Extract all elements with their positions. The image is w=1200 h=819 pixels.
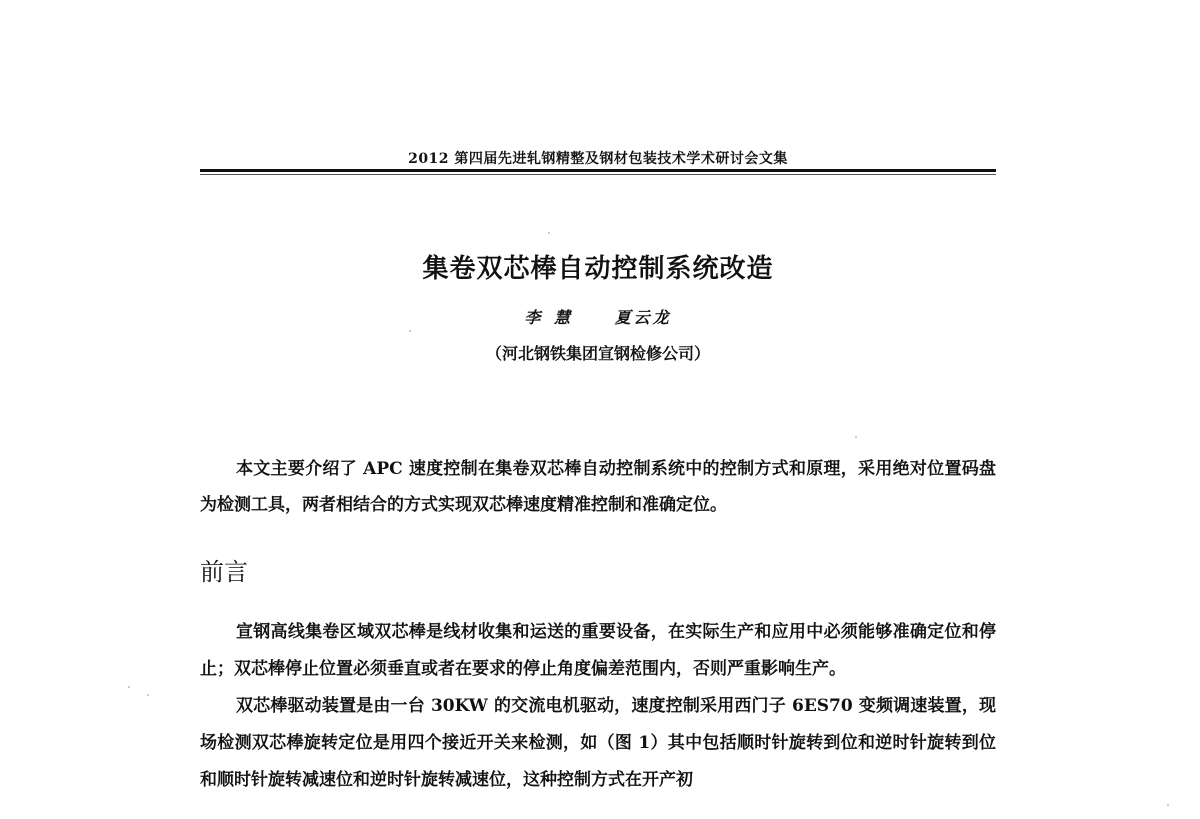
scan-speck: [147, 694, 149, 696]
running-header: 2012 第四届先进轧钢精整及钢材包装技术学术研讨会文集: [408, 151, 788, 167]
header-rule: [200, 169, 996, 172]
scan-speck: [548, 232, 550, 234]
header-rule-thin: [200, 174, 996, 175]
abstract-paragraph: 本文主要介绍了 APC 速度控制在集卷双芯棒自动控制系统中的控制方式和原理，采用绝对位置码盘为检测工具，两者相结合的方式实现双芯棒速度精准控制和准确定位。: [200, 459, 996, 515]
scan-speck: [128, 686, 130, 688]
paper-title: 集卷双芯棒自动控制系统改造: [422, 254, 774, 284]
body-paragraph: 宣钢高线集卷区域双芯棒是线材收集和运送的重要设备，在实际生产和应用中必须能够准确定位和停止；双芯棒停止位置必须垂直或者在要求的停止角度偏差范围内，否则严重影响生产。: [200, 622, 996, 679]
scan-speck: [1167, 804, 1169, 806]
affiliation: （河北钢铁集团宣钢检修公司）: [485, 344, 710, 363]
author-line: [200, 305, 996, 328]
section-heading: 前言: [200, 558, 248, 586]
body-paragraph: 双芯棒驱动装置是由一台 30KW 的交流电机驱动，速度控制采用西门子 6ES70 变频调速装置，现场检测双芯棒旋转定位是用四个接近开关来检测，如（图 1）其中包括顺时针旋转到位和逆时针旋转到位和顺时针旋转减速位和逆时针旋转减速位，这种控制方式在开产初: [200, 696, 996, 790]
author-name: 夏云龙: [614, 308, 672, 327]
scan-speck: [855, 436, 857, 438]
section-body: [200, 614, 996, 799]
author-name: 李 慧: [524, 308, 573, 327]
scan-speck: [409, 330, 411, 332]
